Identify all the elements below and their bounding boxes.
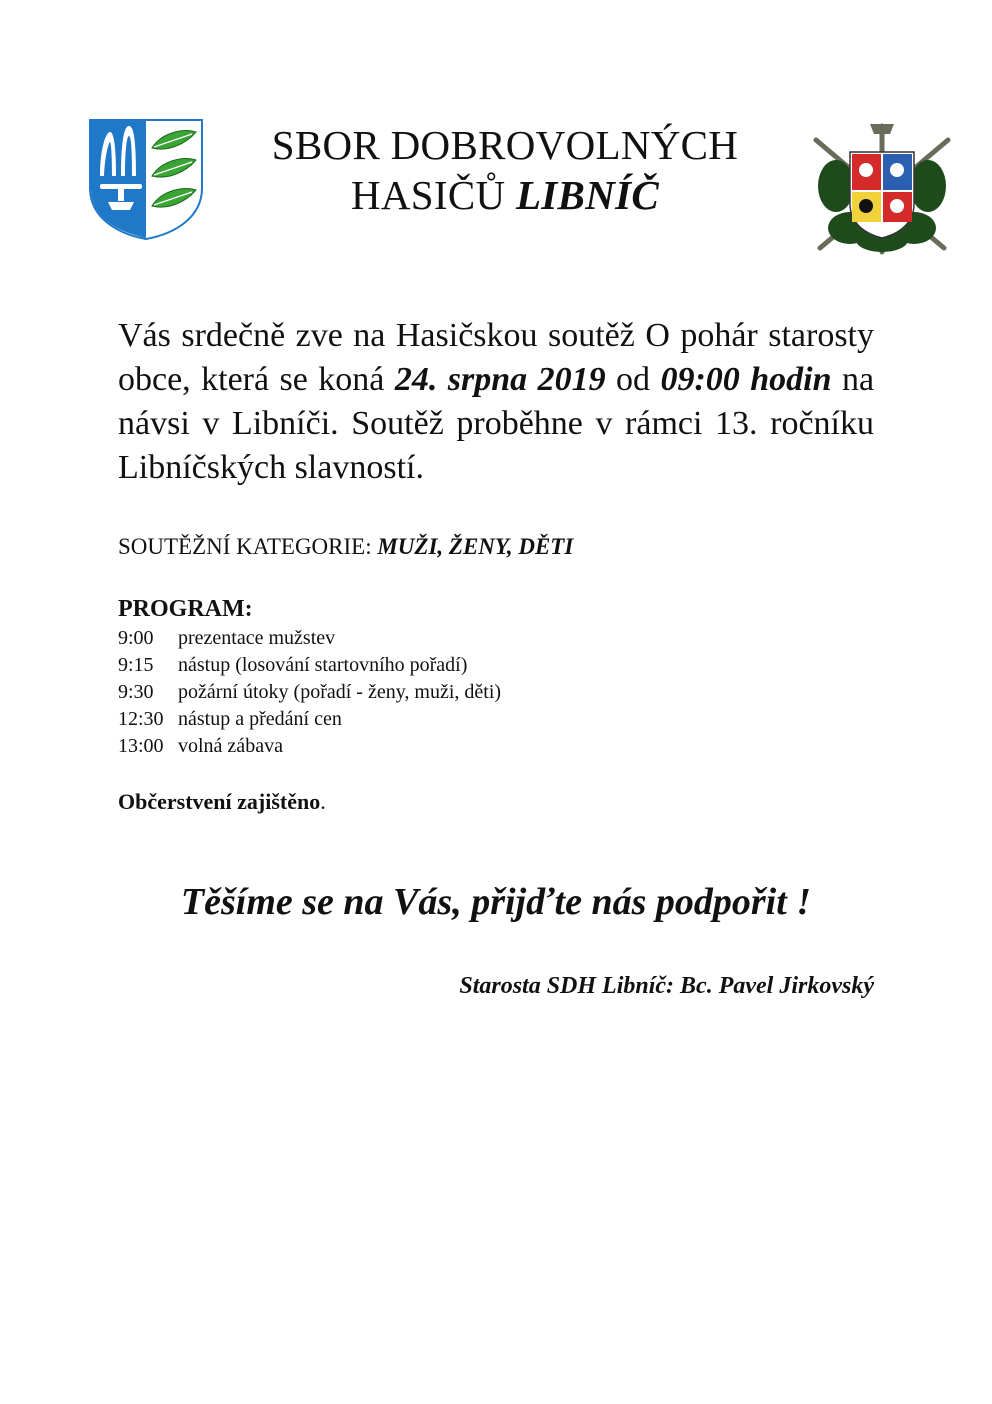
invite-part-1: Vás srdečně zve na Hasičskou soutěž O pohár starosty obce, která se koná [118,317,874,398]
invite-part-3: na návsi v Libníči. Soutěž proběhne v rámci 13. ročníku Libníčských slavností. [118,361,875,486]
program-text: nástup (losování startovního pořadí) [178,654,468,676]
organization-title [240,120,770,220]
program-text: volná zábava [178,735,283,757]
title-prefix: HASIČŮ [350,172,516,218]
program-time: 9:15 [118,654,154,676]
program-time: 9:00 [118,627,154,649]
program-time: 12:30 [118,708,164,730]
refreshment-bold: Občerstvení zajištěno [118,789,321,814]
program-item [118,706,874,733]
refreshment-tail: . [320,789,326,814]
closing-line: Těšíme se na Vás, přijďte nás podpořit ! [180,881,812,923]
program-item [118,625,874,652]
title-line-1: SBOR DOBROVOLNÝCH [271,122,739,168]
program-time: 9:30 [118,681,154,703]
event-date: 24. srpna 2019 [394,361,606,398]
program-time: 13:00 [118,735,164,757]
program-title: PROGRAM: [118,596,253,622]
program-item [118,652,874,679]
invitation-text [118,314,874,490]
title-town: LIBNÍČ [515,172,660,218]
categories-label: SOUTĚŽNÍ KATEGORIE: [118,534,378,559]
refreshment-note [118,787,326,817]
program-text: požární útoky (pořadí - ženy, muži, děti) [178,681,502,703]
categories-value: MUŽI, ŽENY, DĚTI [377,534,574,559]
title-line-2 [240,170,770,220]
program-list [118,625,874,760]
competition-categories [118,532,874,562]
program-item [118,679,874,706]
program-text: prezentace mužstev [178,627,336,649]
program-item [118,733,874,760]
signature: Starosta SDH Libníč: Bc. Pavel Jirkovský [459,973,874,999]
program-text: nástup a předání cen [178,708,342,730]
invite-part-2: od [605,361,661,398]
municipal-coat-of-arms-icon [88,118,204,240]
event-time: 09:00 hodin [660,361,832,398]
firefighters-emblem-icon [806,120,958,258]
